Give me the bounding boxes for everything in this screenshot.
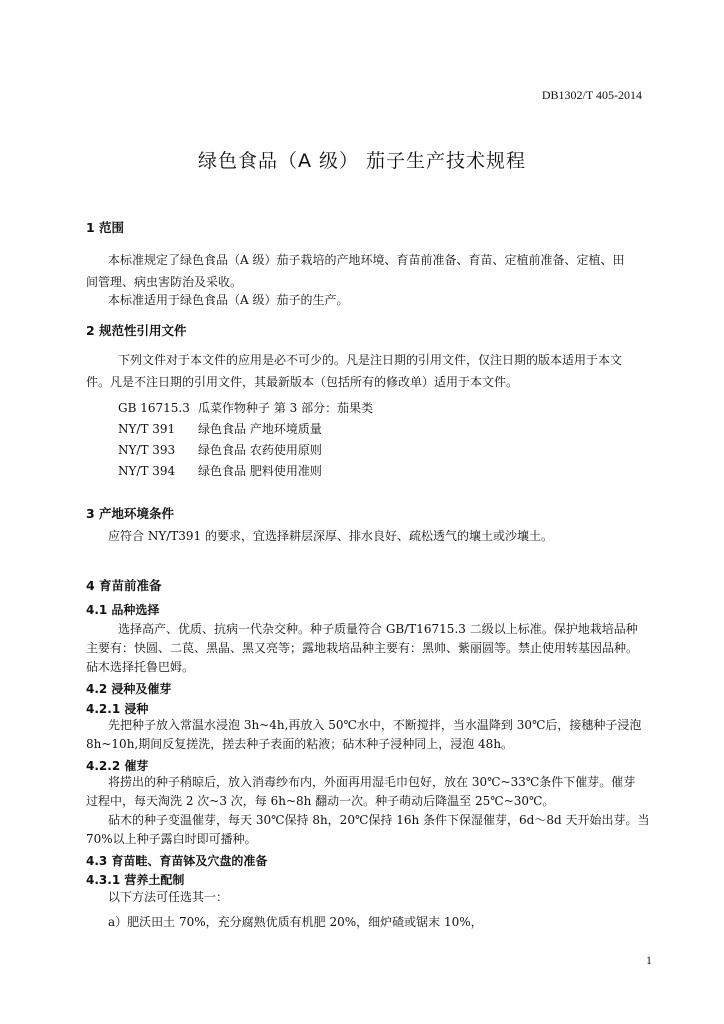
section-4-1-line: 选择高产、优质、抗病一代杂交种。种子质量符合 GB/T16715.3 二级以上标准。保护地栽培品种 [118,622,638,636]
section-4-heading: 4 育苗前准备 [86,578,162,593]
reference-title: 绿色食品 农药使用原则 [198,443,322,457]
section-2-paragraph-line: 下列文件对于本文件的应用是必不可少的。凡是注日期的引用文件，仅注日期的版本适用于本文 [118,353,623,367]
section-4-3-heading: 4.3 育苗畦、育苗钵及穴盘的准备 [86,854,268,868]
section-4-2-heading: 4.2 浸种及催芽 [86,682,172,696]
section-1-paragraph-line: 间管理、病虫害防治及采收。 [86,275,243,289]
section-4-2-2-line: 将捞出的种子稍晾后，放入消毒纱布内，外面再用湿毛巾包好，放在 30℃~33℃条件下催芽。催芽 [108,775,636,789]
section-4-2-1-line: 8h~10h,期间反复搓洗，搓去种子表面的粘液；砧木种子浸种同上，浸泡 48h。 [86,737,514,751]
section-1-heading: 1 范围 [86,220,125,235]
section-4-2-1-line: 先把种子放入常温水浸泡 3h~4h,再放入 50℃水中，不断搅拌，当水温降到 30℃后，接穗种子浸泡 [108,718,642,732]
reference-title: 绿色食品 产地环境质量 [198,422,322,436]
reference-code: NY/T 391 [118,422,176,436]
section-2-heading: 2 规范性引用文件 [86,323,187,338]
page-title: 绿色食品（A 级） 茄子生产技术规程 [197,150,527,172]
reference-code: GB 16715.3 [118,401,190,415]
section-4-2-2-heading: 4.2.2 催芽 [86,759,149,773]
section-4-1-heading: 4.1 品种选择 [86,603,160,617]
section-4-1-line: 砧木选择托鲁巴姆。 [86,660,195,674]
section-3-heading: 3 产地环境条件 [86,506,175,521]
section-4-3-1-heading: 4.3.1 营养土配制 [86,873,185,887]
reference-item [118,441,322,458]
section-4-3-1-line: 以下方法可任选其一： [108,890,229,904]
reference-code: NY/T 394 [118,464,176,478]
document-code: DB1302/T 405-2014 [541,88,642,102]
reference-code: NY/T 393 [118,443,176,457]
section-4-3-1-line: a）肥沃田土 70%，充分腐熟优质有机肥 20%，细炉碴或锯末 10%， [108,915,483,929]
reference-item [118,420,322,437]
section-2-paragraph-line: 件。凡是不注日期的引用文件，其最新版本（包括所有的修改单）适用于本文件。 [86,375,519,389]
page-number: 1 [646,953,652,967]
section-4-2-1-heading: 4.2.1 浸种 [86,702,149,716]
section-1-paragraph: 本标准适用于绿色食品（A 级）茄子的生产。 [108,293,349,307]
section-4-2-2-line: 70%以上种子露白时即可播种。 [86,832,257,846]
reference-title: 绿色食品 肥料使用准则 [198,464,322,478]
section-4-2-2-line: 过程中，每天淘洗 2 次~3 次，每 6h~8h 翻动一次。种子萌动后降温至 25℃~30℃。 [86,794,555,808]
section-4-2-2-line: 砧木的种子变温催芽，每天 30℃保持 8h，20℃保持 16h 条件下保湿催芽，6d～8d 天开始出芽。当 [108,813,650,827]
reference-item [118,462,322,479]
section-1-paragraph-line: 本标准规定了绿色食品（A 级）茄子栽培的产地环境、育苗前准备、育苗、定植前准备、定植、田 [108,253,625,267]
section-4-1-line: 主要有：快圆、二苠、黑晶、黑又亮等；露地栽培品种主要有：黑帅、紫丽圆等。禁止使用转基因品种。 [86,641,639,655]
reference-item [118,399,373,416]
section-3-paragraph: 应符合 NY/T391 的要求，宜选择耕层深厚、排水良好、疏松透气的壤土或沙壤土。 [108,529,554,543]
reference-title: 瓜菜作物种子 第 3 部分：茄果类 [198,401,374,415]
